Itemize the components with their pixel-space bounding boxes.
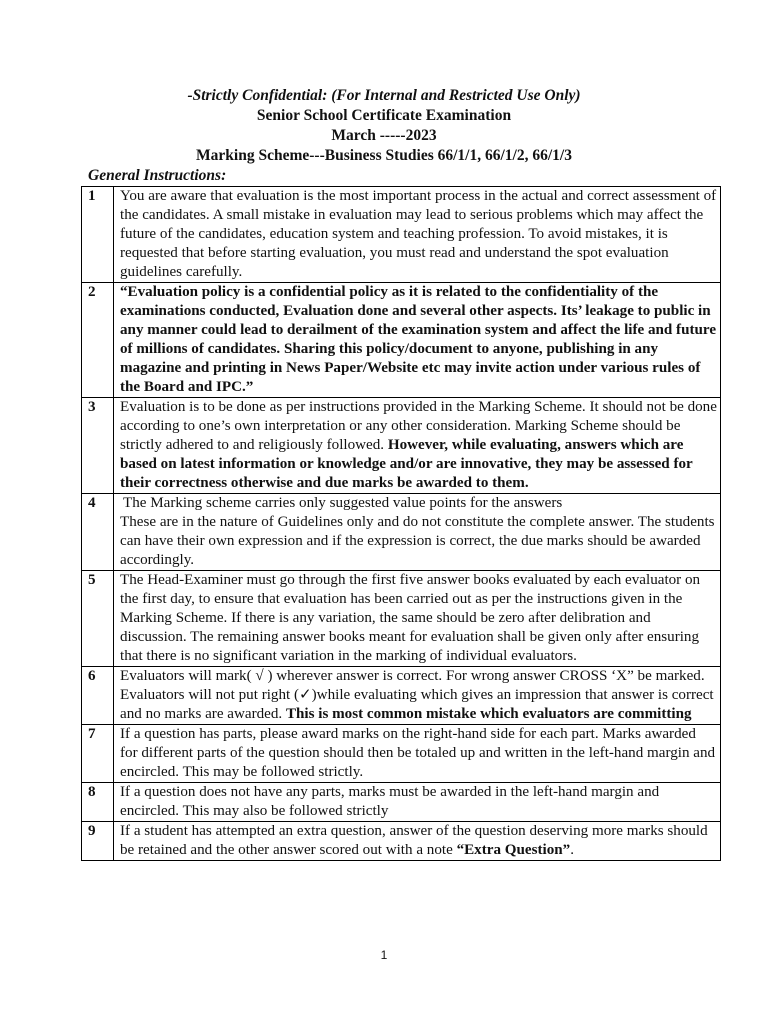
instructions-table bbox=[81, 186, 721, 861]
row-text: The Head-Examiner must go through the first five answer books evaluated by each evaluator on the first day, to ensure that evaluation has been carried out as per the instructions given in the Marking Scheme. If there is any variation, the same should be zero after delibration and discussion. The remaining answer books meant for evaluation shall be given only after ensuring that there is no significant variation in the marking of individual evaluators. bbox=[114, 571, 721, 667]
table-row bbox=[82, 187, 721, 283]
table-row bbox=[82, 571, 721, 667]
row-number: 1 bbox=[82, 187, 114, 283]
row-number: 8 bbox=[82, 783, 114, 822]
row-text-bold: “Extra Question” bbox=[456, 842, 571, 858]
row-text-plain: If a student has attempted an extra question, answer of the question deserving more marks should be retained and the other answer scored out with a note bbox=[120, 823, 708, 858]
table-row bbox=[82, 667, 721, 725]
row-text-plain: Evaluation is to be done as per instructions provided in the Marking Scheme. It should not be done according to one’s own interpretation or any other consideration. Marking Scheme should be strictly adhered to and religiously followed. bbox=[120, 399, 717, 453]
row-number: 5 bbox=[82, 571, 114, 667]
table-row bbox=[82, 494, 721, 571]
general-instructions-label: General Instructions: bbox=[88, 167, 227, 184]
row-number: 7 bbox=[82, 725, 114, 783]
confidential-notice: -Strictly Confidential: (For Internal and Restricted Use Only) bbox=[187, 87, 581, 104]
row-text: You are aware that evaluation is the most important process in the actual and correct assessment of the candidates. A small mistake in evaluation may lead to serious problems which may affect the future of the candidates, education system and teaching profession. To avoid mistakes, it is requested that before starting evaluation, you must read and understand the spot evaluation guidelines carefully. bbox=[114, 187, 721, 283]
row-text-tail: . bbox=[570, 842, 574, 858]
row-text: If a question does not have any parts, marks must be awarded in the left-hand margin and encircled. This may also be followed strictly bbox=[114, 783, 721, 822]
row-text bbox=[114, 398, 721, 494]
row-text: “Evaluation policy is a confidential policy as it is related to the confidentiality of the examinations conducted, Evaluation done and several other aspects. Its’ leakage to public in any manner could lead to derailment of the examination system and affect the life and future of millions of candidates. Sharing this policy/document to anyone, publishing in any magazine and printing in News Paper/Website etc may invite action under various rules of the Board and IPC.” bbox=[114, 283, 721, 398]
page-number: 1 bbox=[380, 948, 388, 962]
row-text-first-line: The Marking scheme carries only suggested value points for the answers bbox=[123, 495, 563, 511]
row-text: If a question has parts, please award marks on the right-hand side for each part. Marks awarded for different parts of the question should then be totaled up and written in the left-hand margin and encircled. This may be followed strictly. bbox=[114, 725, 721, 783]
row-text bbox=[114, 667, 721, 725]
marking-scheme-title: Marking Scheme---Business Studies 66/1/1, 66/1/2, 66/1/3 bbox=[196, 147, 572, 164]
row-number: 4 bbox=[82, 494, 114, 571]
row-text-plain: Evaluators will mark( √ ) wherever answer is correct. For wrong answer CROSS ‘X” be marked. Evaluators will not put right (✓)while evaluating which gives an impression that answer is correct and no marks are awarded. bbox=[120, 668, 714, 722]
row-number: 9 bbox=[82, 822, 114, 861]
document-header bbox=[0, 86, 768, 166]
row-number: 6 bbox=[82, 667, 114, 725]
table-row bbox=[82, 783, 721, 822]
row-text bbox=[114, 822, 721, 861]
row-text-bold: However, while evaluating, answers which are based on latest information or knowledge and/or are innovative, they may be assessed for their correctness otherwise and due marks be awarded to them. bbox=[120, 437, 693, 491]
row-text-rest: These are in the nature of Guidelines only and do not constitute the complete answer. The students can have their own expression and if the expression is correct, the due marks should be awarded accordingly. bbox=[120, 514, 715, 568]
row-number: 2 bbox=[82, 283, 114, 398]
table-row bbox=[82, 283, 721, 398]
exam-date: March -----2023 bbox=[331, 127, 437, 144]
row-number: 3 bbox=[82, 398, 114, 494]
exam-title: Senior School Certificate Examination bbox=[256, 107, 512, 124]
table-row bbox=[82, 822, 721, 861]
table-row bbox=[82, 398, 721, 494]
table-row bbox=[82, 725, 721, 783]
row-text bbox=[114, 494, 721, 571]
row-text-bold: This is most common mistake which evaluators are committing bbox=[285, 706, 692, 722]
